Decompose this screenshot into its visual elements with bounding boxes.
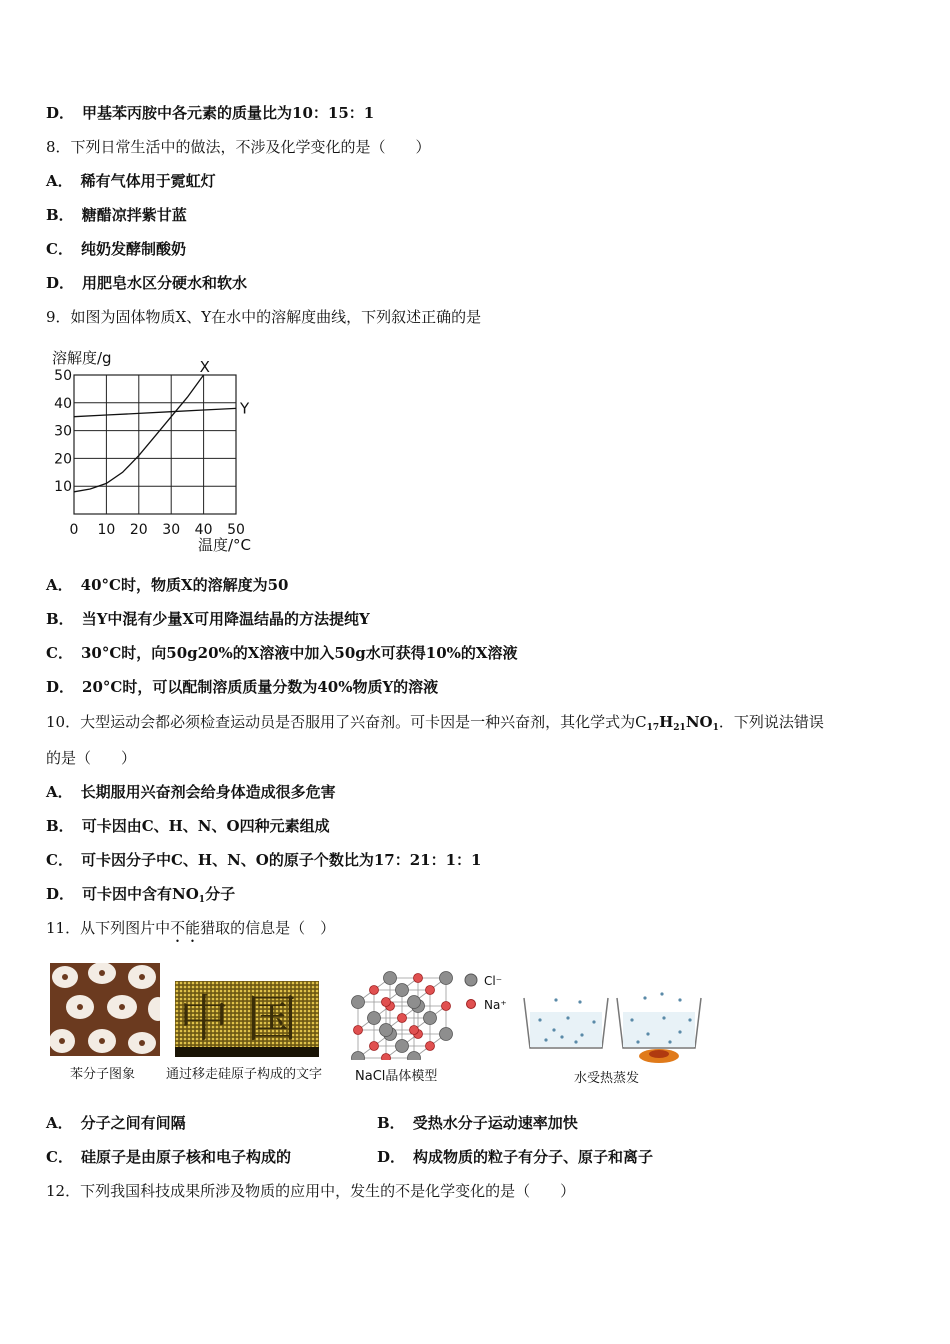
- cl-ion: [408, 1052, 421, 1061]
- cl-ion: [440, 972, 453, 985]
- caption-water: 水受热蒸发: [574, 1071, 640, 1086]
- x-tick-label: 10: [97, 522, 116, 538]
- option-text: 受热水分子运动速率加快: [412, 1114, 578, 1132]
- caption-silicon: 通过移走硅原子构成的文字: [166, 1067, 323, 1082]
- series-label-X: X: [199, 358, 210, 376]
- option-text: 当Y中混有少量X可用降温结晶的方法提纯Y: [81, 610, 370, 628]
- option-label: C．: [46, 644, 73, 662]
- q9-option-c: [46, 643, 518, 663]
- q8-option-b: [46, 205, 187, 225]
- q9-stem: 9．如图为固体物质X、Y在水中的溶解度曲线，下列叙述正确的是: [46, 308, 482, 326]
- legend-na: Na⁺: [484, 998, 507, 1012]
- option-text: 可卡因分子中C、H、N、O的原子个数比为17：21：1：1: [80, 851, 482, 869]
- legend-cl: Cl⁻: [484, 974, 503, 988]
- subscript: 17: [646, 723, 660, 733]
- x-tick-label: 20: [129, 522, 148, 538]
- option-label: D．: [46, 885, 75, 903]
- option-label: C．: [46, 851, 73, 869]
- silicon-text: 中国: [179, 990, 315, 1048]
- na-ion: [382, 998, 391, 1007]
- cl-ion: [424, 1012, 437, 1025]
- q11-option-c: [46, 1147, 291, 1167]
- option-label: D．: [46, 104, 75, 122]
- q10-option-d: [46, 884, 235, 910]
- q11-stem: [46, 918, 335, 946]
- chart-xlabel: 温度/°C: [198, 536, 252, 554]
- option-label: A．: [46, 783, 73, 801]
- na-ion: [370, 1042, 379, 1051]
- cl-ion: [440, 1028, 453, 1041]
- na-ion: [398, 1014, 407, 1023]
- option-text: 可卡因中含有NO: [82, 885, 199, 903]
- option-text: 20°C时，可以配制溶质质量分数为40%物质Y的溶液: [82, 678, 439, 696]
- option-label: D．: [377, 1148, 406, 1166]
- option-label: B．: [377, 1114, 405, 1132]
- stem-text: ．下列说法错误: [718, 713, 824, 731]
- y-tick-label: 30: [54, 423, 72, 440]
- q9-option-d: [46, 677, 438, 697]
- x-tick-label: 30: [162, 522, 181, 538]
- x-tick-label: 0: [69, 522, 79, 538]
- cl-ion: [352, 996, 365, 1009]
- cl-ion: [384, 972, 397, 985]
- option-text: 30°C时，向50g20%的X溶液中加入50g水可获得10%的X溶液: [80, 644, 518, 662]
- chart-grid: [74, 375, 236, 514]
- q10-stem-line2: 的是（ ）: [46, 749, 137, 767]
- y-tick-label: 50: [54, 368, 72, 384]
- na-ion: [382, 1054, 391, 1061]
- cl-ion: [396, 984, 409, 997]
- cl-ion: [352, 1052, 365, 1061]
- q11-option-d: [377, 1147, 653, 1167]
- silicon-atoms-image: [175, 981, 319, 1057]
- q12-stem: 12．下列我国科技成果所涉及物质的应用中，发生的不是化学变化的是（ ）: [46, 1182, 576, 1200]
- option-label: B．: [46, 206, 74, 224]
- option-text: 用肥皂水区分硬水和软水: [82, 274, 248, 292]
- option-text: 甲基苯丙胺中各元素的质量比为10：15：1: [82, 104, 375, 122]
- q10-option-b: [46, 816, 330, 836]
- q8-stem: 8．下列日常生活中的做法，不涉及化学变化的是（ ）: [46, 138, 431, 156]
- na-ion: [426, 986, 435, 995]
- option-text: 分子: [205, 885, 236, 903]
- stem-text: 10．大型运动会都必须检查运动员是否服用了兴奋剂。可卡因是一种兴奋剂，其化学式为C: [46, 713, 647, 731]
- option-label: C．: [46, 240, 73, 258]
- chart-ticks: [54, 368, 245, 538]
- option-text: 纯奶发酵制酸奶: [80, 240, 186, 258]
- solubility-chart: [48, 343, 268, 558]
- q8-option-c: [46, 239, 186, 259]
- na-ion: [414, 974, 423, 983]
- caption-nacl: NaCl晶体模型: [355, 1069, 438, 1084]
- subscript: 1: [198, 895, 206, 905]
- option-text: 构成物质的粒子有分子、原子和离子: [413, 1148, 654, 1166]
- cl-ion: [368, 1012, 381, 1025]
- chart-lines: [74, 358, 250, 492]
- na-ion: [354, 1026, 363, 1035]
- option-label: A．: [46, 576, 73, 594]
- cl-ion: [408, 996, 421, 1009]
- subscript: 1: [712, 723, 719, 733]
- na-ion: [426, 1042, 435, 1051]
- water-evaporation-image: [520, 990, 705, 1065]
- legend-na-icon: [467, 1000, 476, 1009]
- q11-option-b: [377, 1113, 578, 1133]
- x-tick-label: 40: [194, 522, 213, 538]
- benzene-image: [50, 963, 160, 1056]
- emphasis-text: 不能: [170, 919, 201, 937]
- chart-ylabel: 溶解度/g: [52, 349, 112, 367]
- option-label: B．: [46, 817, 74, 835]
- option-text: 40°C时，物质X的溶解度为50: [80, 576, 289, 594]
- y-tick-label: 10: [54, 479, 72, 496]
- option-label: A．: [46, 1114, 73, 1132]
- subscript: 21: [673, 723, 686, 733]
- option-label: D．: [46, 678, 75, 696]
- q11-option-a: [46, 1113, 186, 1133]
- series-label-Y: Y: [240, 399, 250, 418]
- q10-option-c: [46, 850, 481, 870]
- option-text: 可卡因由C、H、N、O四种元素组成: [81, 817, 330, 835]
- option-label: B．: [46, 610, 74, 628]
- q10-option-a: [46, 782, 336, 802]
- option-text: 糖醋凉拌紫甘蓝: [81, 206, 187, 224]
- option-label: C．: [46, 1148, 73, 1166]
- option-label: A．: [46, 172, 73, 190]
- na-ion: [442, 1002, 451, 1011]
- x-tick-label: 50: [227, 522, 245, 538]
- y-tick-label: 20: [54, 451, 72, 468]
- q8-option-d: [46, 273, 247, 293]
- na-ion: [410, 1026, 419, 1035]
- q9-option-a: [46, 575, 288, 595]
- q10-stem: [46, 712, 824, 738]
- option-label: D．: [46, 274, 75, 292]
- cl-ion: [380, 1024, 393, 1037]
- legend-cl-icon: [465, 974, 477, 986]
- stem-text: 猎取的信息是（ ）: [200, 919, 336, 937]
- formula-part: NO: [685, 713, 713, 731]
- option-text: 稀有气体用于霓虹灯: [80, 172, 216, 190]
- option-text: 长期服用兴奋剂会给身体造成很多危害: [80, 783, 336, 801]
- q8-option-a: [46, 171, 216, 191]
- q9-option-b: [46, 609, 370, 629]
- cl-ion: [396, 1040, 409, 1053]
- series-line-Y: [74, 408, 236, 416]
- na-ion: [370, 986, 379, 995]
- stem-text: 11．从下列图片中: [46, 919, 171, 937]
- option-text: 分子之间有间隔: [80, 1114, 186, 1132]
- caption-benzene: 苯分子图象: [70, 1067, 136, 1082]
- option-text: 硅原子是由原子核和电子构成的: [80, 1148, 291, 1166]
- plot-frame: [74, 375, 236, 514]
- y-tick-label: 40: [54, 395, 72, 412]
- q7-option-d: [46, 103, 374, 123]
- nacl-crystal-image: [343, 960, 513, 1060]
- formula-part: H: [659, 713, 674, 731]
